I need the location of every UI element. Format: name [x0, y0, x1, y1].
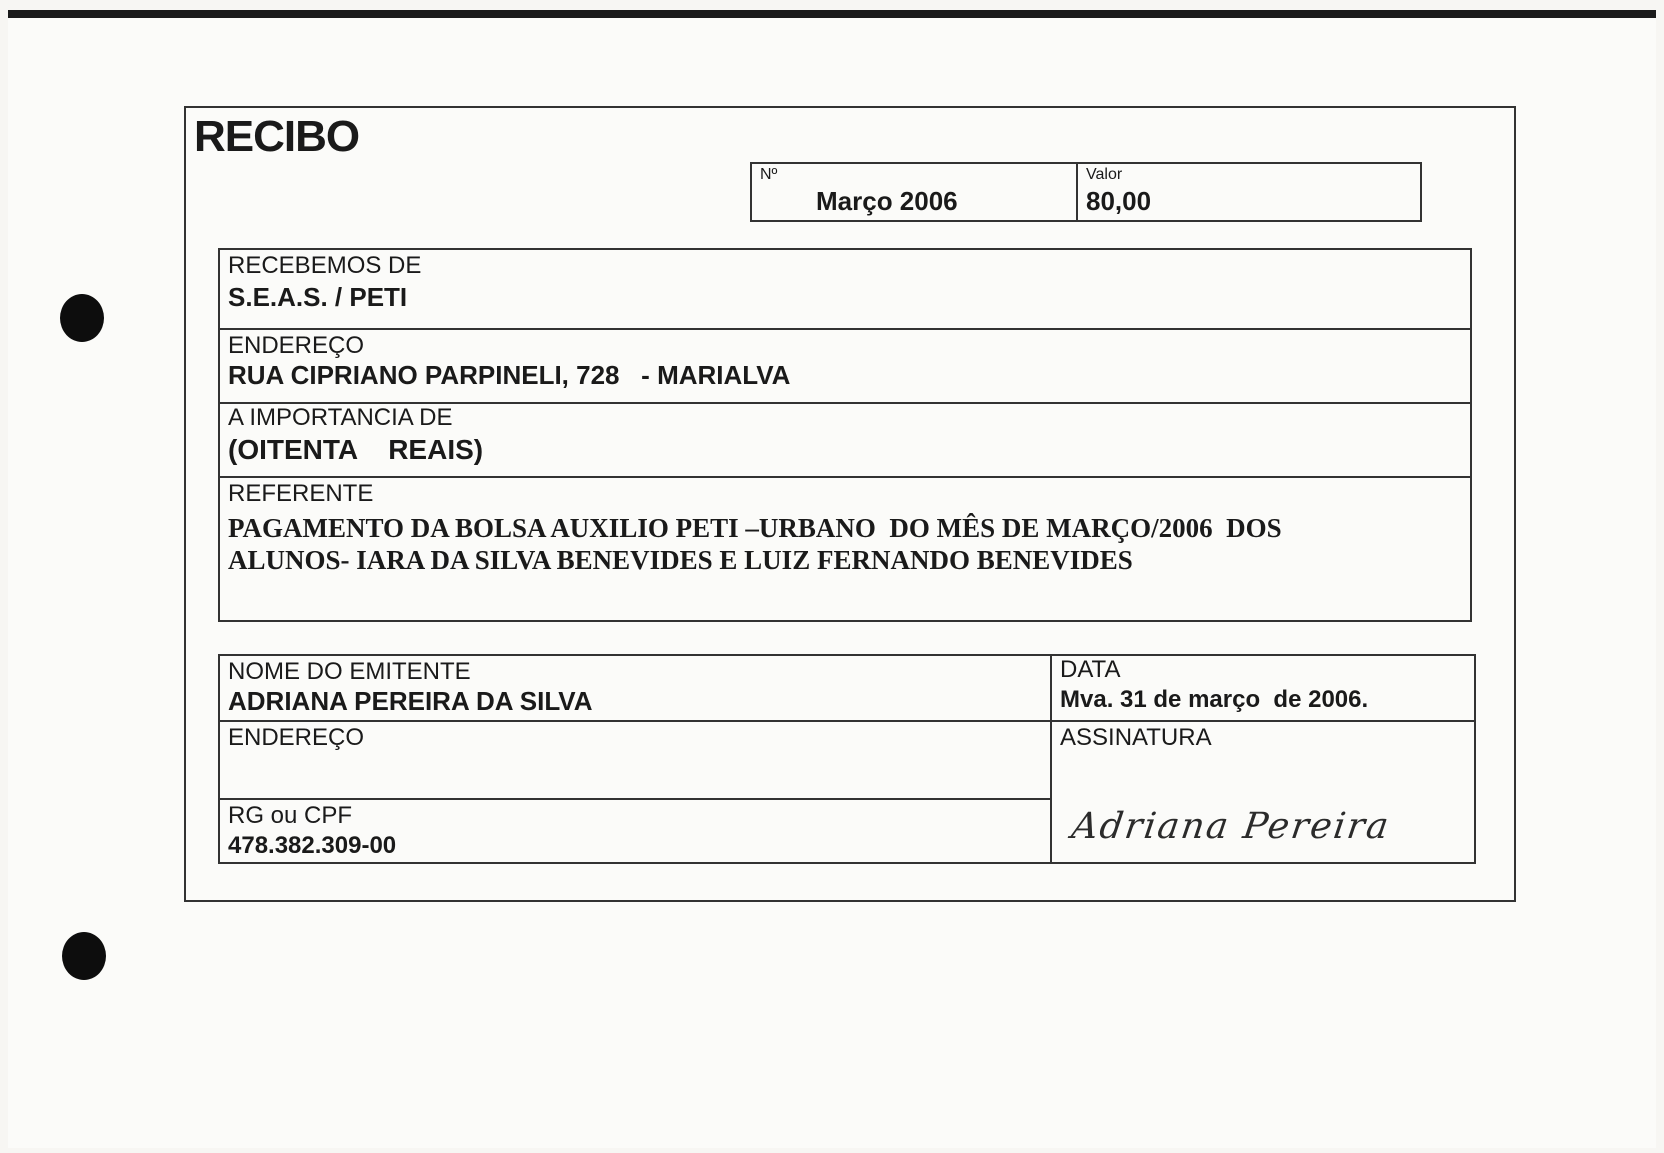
value-amount: 80,00 [1086, 186, 1152, 216]
address-value: RUA CIPRIANO PARPINELI, 728 - MARIALVA [228, 360, 791, 390]
id-label: RG ou CPF [228, 802, 353, 829]
amount-in-words: (OITENTA REAIS) [228, 434, 484, 465]
issuer-divider-2 [220, 798, 1050, 800]
details-divider-1 [220, 328, 1470, 330]
number-value-box [750, 162, 1422, 222]
number-label: Nº [760, 166, 778, 183]
id-value: 478.382.309-00 [228, 832, 397, 859]
date-label: DATA [1060, 656, 1121, 683]
received-from-value: S.E.A.S. / PETI [228, 282, 408, 312]
reference-line-2: ALUNOS- IARA DA SILVA BENEVIDES E LUIZ FERNANDO BENEVIDES [228, 545, 1133, 575]
date-value: Mva. 31 de março de 2006. [1060, 686, 1369, 713]
receipt-form [184, 106, 1516, 902]
details-divider-3 [220, 476, 1470, 478]
amount-label: A IMPORTANCIA DE [228, 404, 453, 431]
address-label: ENDEREÇO [228, 332, 365, 359]
received-from-label: RECEBEMOS DE [228, 252, 422, 279]
issuer-column-divider [1050, 656, 1052, 862]
payment-details-box [218, 248, 1472, 622]
signature-label: ASSINATURA [1060, 724, 1212, 751]
receipt-title: RECIBO [194, 112, 360, 161]
issuer-box [218, 654, 1476, 864]
reference-line-1: PAGAMENTO DA BOLSA AUXILIO PETI –URBANO DO MÊS DE MARÇO/2006 DOS [228, 513, 1282, 543]
issuer-address-label: ENDEREÇO [228, 724, 365, 751]
issuer-name-label: NOME DO EMITENTE [228, 658, 471, 685]
handwritten-signature: Adriana Pereira [1069, 806, 1393, 847]
number-value: Março 2006 [816, 186, 958, 216]
reference-label: REFERENTE [228, 480, 374, 507]
punch-hole-top [60, 294, 104, 342]
punch-hole-bottom [62, 932, 106, 980]
number-value-divider [1076, 164, 1078, 220]
issuer-name-value: ADRIANA PEREIRA DA SILVA [228, 686, 593, 716]
issuer-divider-1 [220, 720, 1474, 722]
value-label: Valor [1086, 166, 1123, 183]
